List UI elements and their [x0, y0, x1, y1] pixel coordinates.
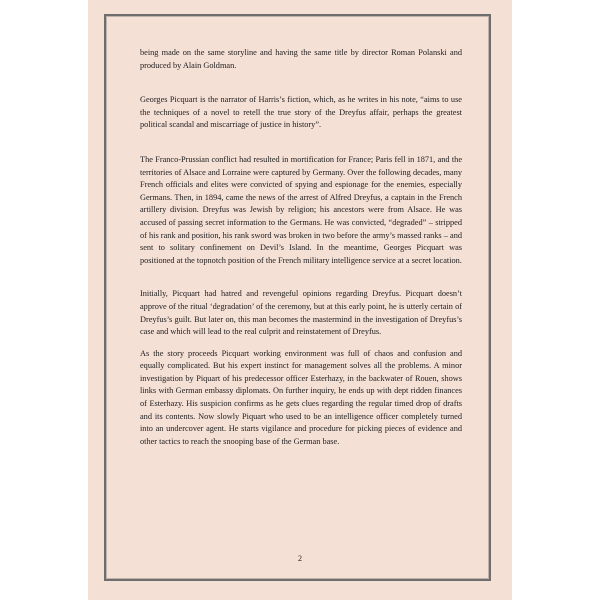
- paragraph-5: As the story proceeds Picquart working environment was full of chaos and confusion and equally complicated. But his expert instinct for management solves all the problems. A minor investigation by Piquart of his predecessor officer Esterhazy, in the backwater of Rouen, shows links with German embassy diplomats. On further inquiry, he ends up with dept ridden finances of Esterhazy. His suspicion confirms as he gets clues regarding the regular timed drop of drafts and its contents. Now slowly Piquart who used to be an intelligence officer completely turned into an undercover agent. He starts vigilance and procedure for picking pieces of evidence and other tactics to reach the snooping base of the German base.: [140, 348, 462, 446]
- paragraph-1: being made on the same storyline and having the same title by director Roman Polanski and produced by Alain Goldman.: [140, 48, 462, 70]
- paragraph-3: The Franco-Prussian conflict had resulted in mortification for France; Paris fell in 1871, and the territories of Alsace and Lorraine were captured by Germany. Over the following decades, many French officials and elites were convicted of spying and espionage for the enemies, especially Germans. Then, in 1894, came the news of the arrest of Alfred Dreyfus, a captain in the French artillery division. Dreyfus was Jewish by religion; his ancestors were from Alsace. He was accused of passing secret information to the Germans. He was convicted, “degraded” – stripped of his rank and position, his rank sword was broken in two before the army’s massed ranks – and sent to solitary confinement on Devil’s Island. In the meantime, Georges Picquart was positioned at the topnotch position of the French military intelligence service at a secret location.: [140, 154, 462, 265]
- paragraph-2: Georges Picquart is the narrator of Harris’s fiction, which, as he writes in his note, “aims to use the techniques of a novel to retell the true story of the Dreyfus affair, perhaps the greatest political scandal and miscarriage of justice in history”.: [140, 95, 462, 130]
- body-text: [140, 47, 462, 448]
- paragraph-4: Initially, Picquart had hatred and revengeful opinions regarding Dreyfus. Picquart doesn’t approve of the ritual ‘degradation’ of the ceremony, but at this early point, he is utterly certain of Dreyfus’s guilt. But later on, this man becomes the mastermind in the investigation of Dreyfus’s case and which will lead to the real culprit and reinstatement of Dreyfus.: [140, 289, 462, 337]
- page-number: 2: [298, 554, 302, 563]
